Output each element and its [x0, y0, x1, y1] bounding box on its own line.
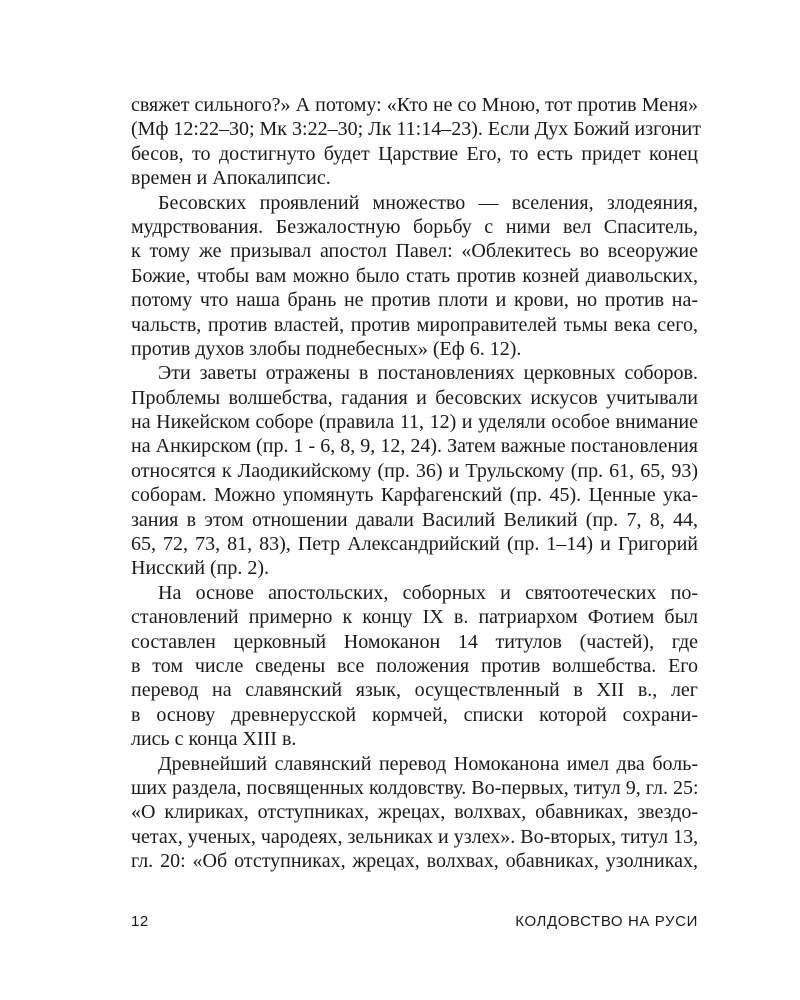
paragraph-first-line: Эти заветы отражены в постановлениях церковных соборов.	[158, 362, 698, 385]
paragraph-first-line: На основе апостольских, соборных и святоотеческих по-	[158, 581, 698, 604]
body-line: на Никейском соборе (правила 11, 12) и уделяли особое внимание	[131, 411, 698, 434]
body-line: мудрствования. Безжалостную борьбу с ними вел Спаситель,	[131, 215, 698, 238]
body-line: свяжет сильного?» А потому: «Кто не со Мною, тот против Меня»	[131, 94, 698, 116]
page-body	[131, 93, 701, 874]
body-line: четах, ученых, чародеях, зельниках и узлех». Во-вторых, титул 13,	[131, 825, 699, 848]
paragraph-first-line: Бесовских проявлений множество — вселения, злодеяния,	[158, 191, 698, 214]
body-line: времен и Апокалипсис.	[131, 167, 331, 190]
body-line: «О клириках, отступниках, жрецах, волхвах, обавниках, звездо-	[131, 801, 698, 824]
paragraph-first-line: Древнейший славянский перевод Номоканона имел два боль-	[158, 752, 698, 775]
body-line: составлен церковный Номоканон 14 титулов (частей), где	[131, 630, 698, 653]
page-number: 12	[131, 913, 149, 930]
body-line: потому что наша брань не против плоти и крови, но против на-	[131, 289, 698, 312]
body-line: бесов, то достигнуто будет Царствие Его, то есть придет конец	[131, 142, 698, 165]
body-line: Нисский (пр. 2).	[131, 557, 270, 580]
body-line: (Мф 12:22–30; Мк 3:22–30; Лк 11:14–23). Если Дух Божий изгонит	[131, 118, 701, 141]
body-line: Божие, чтобы вам можно было стать против козней диавольских,	[131, 264, 698, 287]
body-line: лись с конца XIII в.	[131, 728, 297, 751]
body-line: чальств, против властей, против мироправителей тьмы века сего,	[131, 313, 698, 336]
running-title: КОЛДОВСТВО НА РУСИ	[515, 913, 698, 930]
body-line: относятся к Лаодикийскому (пр. 36) и Трульскому (пр. 61, 65, 93)	[131, 459, 698, 482]
body-line: перевод на славянский язык, осуществленный в XII в., лег	[131, 679, 698, 702]
body-line: в основу древнерусской кормчей, списки которой сохрани-	[131, 703, 698, 726]
body-line: в том числе сведены все положения против волшебства. Его	[131, 654, 698, 677]
body-line: против духов злобы поднебесных» (Еф 6. 12).	[131, 337, 522, 360]
body-line: Проблемы волшебства, гадания и бесовских искусов учитывали	[131, 386, 698, 409]
body-line: к тому же призывал апостол Павел: «Облекитесь во всеоружие	[131, 240, 698, 263]
body-line: становлений примерно к концу IX в. патриархом Фотием был	[131, 606, 698, 629]
body-line: соборам. Можно упомянуть Карфагенский (пр. 45). Ценные ука-	[131, 484, 698, 507]
body-line: ших раздела, посвященных колдовству. Во-первых, титул 9, гл. 25:	[131, 776, 699, 799]
body-line: гл. 20: «Об отступниках, жрецах, волхвах, обавниках, узолниках,	[131, 850, 698, 873]
body-line: зания в этом отношении давали Василий Великий (пр. 7, 8, 44,	[131, 508, 698, 531]
body-line: на Анкирском (пр. 1 - 6, 8, 9, 12, 24). Затем важные постановления	[131, 435, 698, 458]
body-line: 65, 72, 73, 81, 83), Петр Александрийский (пр. 1–14) и Григорий	[131, 533, 698, 556]
